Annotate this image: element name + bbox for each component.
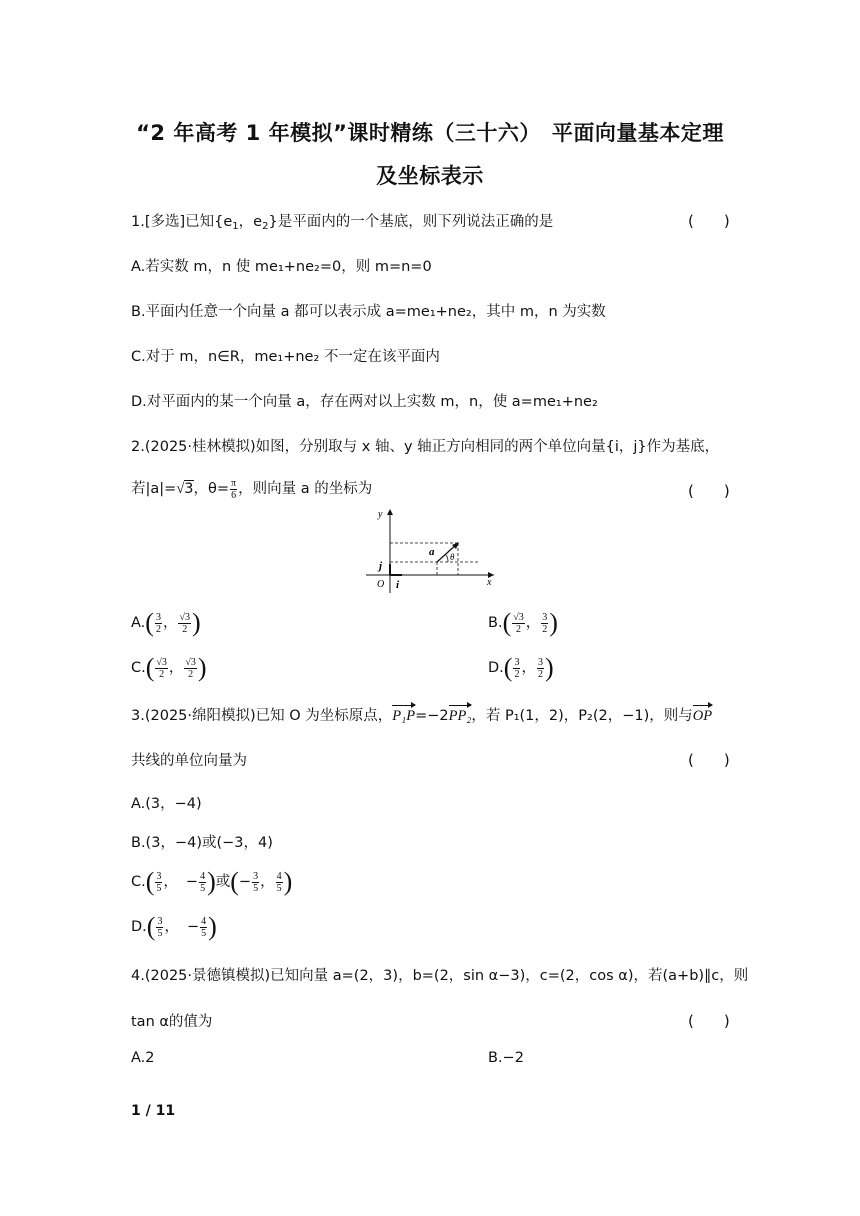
q3-answer-paren: ( )	[688, 751, 730, 769]
q4-option-b: B.−2	[488, 1050, 524, 1066]
q3-stem-line-2: 共线的单位向量为	[131, 753, 247, 769]
q4-option-a: A.2	[131, 1050, 155, 1066]
q2-pi-over-6: $\frac{\pi}{6}$	[231, 477, 237, 501]
q2-option-a: A.( $\frac{3}{2}$ ， $\frac{√3}{2}$ )	[131, 608, 201, 637]
q2-option-d: D.( $\frac{3}{2}$ ， $\frac{3}{2}$ )	[488, 653, 554, 682]
q2-coordinate-figure	[360, 505, 500, 595]
q3-option-d: D.( $\frac{3}{5}$ ， − $\frac{4}{5}$ )	[131, 912, 217, 941]
q1-stem: 1.[多选]已知{$e_1$，$e_2$}是平面内的一个基底，则下列说法正确的是	[131, 214, 554, 232]
fig-x-label: x	[487, 577, 492, 588]
q2-option-b: B.( $\frac{√3}{2}$ ， $\frac{3}{2}$ )	[488, 608, 558, 637]
q2-stem-abs-a: 若|a|=	[131, 481, 177, 497]
q1-option-b: B.平面内任意一个向量 a 都可以表示成 a=me₁+ne₂，其中 m，n 为实数	[131, 304, 606, 320]
q1-option-c: C.对于 m，n∈R，me₁+ne₂ 不一定在该平面内	[131, 349, 440, 365]
q1-stem-post: }是平面内的一个基底，则下列说法正确的是	[268, 214, 554, 230]
vector-p1p: P₁P	[392, 708, 416, 724]
fig-theta-label: θ	[450, 552, 455, 562]
q3-option-c: C.( $\frac{3}{5}$ ， − $\frac{4}{5}$ )或(− $\frac{3}{5}$ ， $\frac{4}{5}$ )	[131, 867, 293, 896]
vector-pp2: PP₂	[448, 708, 472, 724]
q4-answer-paren: ( )	[688, 1012, 730, 1030]
q2-option-c: C.( $\frac{√3}{2}$ ， $\frac{√3}{2}$ )	[131, 653, 207, 682]
q3-option-a: A.(3，−4)	[131, 796, 202, 812]
q2-stem-post: ，则向量 a 的坐标为	[238, 481, 373, 497]
fig-a-label: a	[429, 546, 435, 558]
q1-option-a: A.若实数 m，n 使 me₁+ne₂=0，则 m=n=0	[131, 259, 432, 275]
q4-stem-line-1: 4.(2025·景德镇模拟)已知向量 a=(2，3)，b=(2，sin α−3)，c=(2，cos α)，若(a+b)∥c，则	[131, 968, 749, 984]
fig-j-label: j	[379, 560, 383, 572]
page-number: 1 / 11	[131, 1103, 176, 1119]
q2-sqrt-3: 3	[184, 481, 194, 497]
q1-answer-paren: ( )	[688, 212, 730, 230]
q2-theta-eq: ，θ=	[193, 481, 230, 497]
q3-option-b: B.(3，−4)或(−3，4)	[131, 835, 273, 851]
title-line-2: 及坐标表示	[376, 164, 484, 188]
q4-stem-line-2: tan α的值为	[131, 1014, 213, 1030]
q1-option-d: D.对平面内的某一个向量 a，存在两对以上实数 m，n，使 a=me₁+ne₂	[131, 394, 598, 410]
q1-stem-mid: ，e	[238, 214, 263, 230]
q2-stem-line-2: 若|a|=√3，θ= $\frac{\pi}{6}$ ，则向量 a 的坐标为	[131, 477, 373, 501]
q2-answer-paren: ( )	[688, 482, 730, 500]
fig-origin-label: O	[377, 579, 385, 590]
vector-op: OP	[692, 708, 713, 724]
q1-stem-pre: 1.[多选]已知{e	[131, 214, 233, 230]
fig-i-label: i	[396, 579, 400, 591]
title-line-1: “2 年高考 1 年模拟”课时精练（三十六） 平面向量基本定理	[136, 121, 724, 145]
fig-y-label: y	[378, 509, 383, 520]
q3-stem-line-1: 3.(2025·绵阳模拟)已知 O 为坐标原点，P₁P=−2PP₂，若 P₁(1，2)，P₂(2，−1)，则与OP	[131, 708, 713, 724]
q2-stem-line-1: 2.(2025·桂林模拟)如图，分别取与 x 轴、y 轴正方向相同的两个单位向量{i，j}作为基底，	[131, 439, 720, 455]
